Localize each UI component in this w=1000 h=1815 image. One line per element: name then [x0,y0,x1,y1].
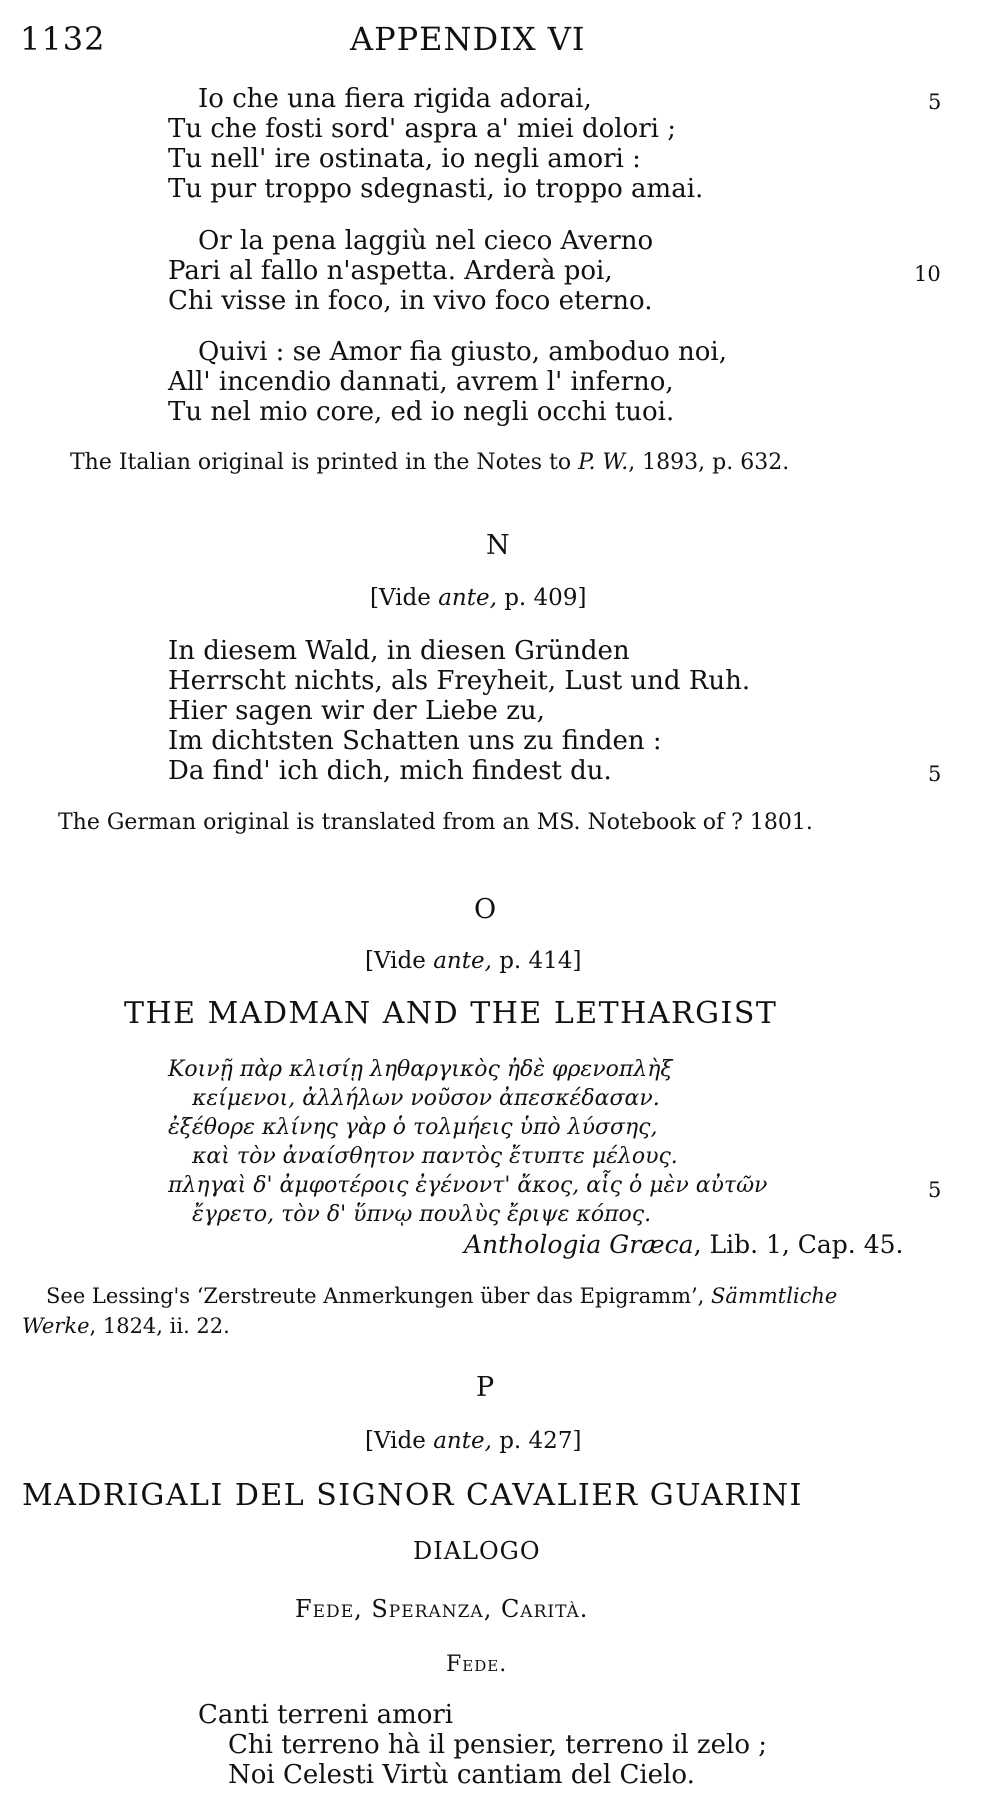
madrigali-title: MADRIGALI DEL SIGNOR CAVALIER GUARINI [22,1478,803,1513]
greek-line: καὶ τὸν ἀναίσθητον παντὸς ἔτυπτε μέλους. [192,1144,678,1169]
greek-line: ἐξέθορε κλίνης γὰρ ὁ τολμήεις ὑπὸ λύσσης, [168,1115,658,1140]
verse-line: Noi Celesti Virtù cantiam del Cielo. [228,1760,695,1790]
greek-line: κείμενοι, ἀλλήλων νοῦσον ἀπεσκέδασαν. [192,1086,660,1111]
italian-original-note: The Italian original is printed in the Notes to P. W., 1893, p. 632. [70,450,790,475]
verse-line: Or la pena laggiù nel cieco Averno [198,226,654,256]
verse-line: Hier sagen wir der Liebe zu, [168,696,545,726]
verse-line: Io che una fiera rigida adorai, [198,84,592,114]
verse-line: Pari al fallo n'aspetta. Arderà poi, [168,256,613,286]
page-number: 1132 [20,20,106,58]
speaker-heading: Fede. [446,1652,508,1677]
section-letter-o: O [474,894,497,925]
greek-line: πληγαὶ δ' ἀμφοτέροις ἐγένοντ' ἄκος, αἷς ὁ μὲν αὐτῶν [168,1173,768,1198]
verse-line: Quivi : se Amor fia giusto, amboduo noi, [198,337,727,367]
verse-line: Chi terreno hà il pensier, terreno il zelo ; [228,1730,768,1760]
verse-line: In diesem Wald, in diesen Gründen [168,636,630,666]
lessing-note: See Lessing's ‘Zerstreute Anmerkungen über das Epigramm’, Sämmtliche [46,1284,838,1308]
verse-line: Da find' ich dich, mich findest du. [168,756,612,786]
verse-line: Tu pur troppo sdegnasti, io troppo amai. [168,174,704,204]
greek-line: Κοινῇ πὰρ κλισίῃ ληθαργικὸς ἠδὲ φρενοπλὴξ [168,1057,673,1082]
line-number: 10 [914,262,941,286]
line-number: 5 [928,1178,942,1202]
verse-line: Canti terreni amori [198,1700,454,1730]
verse-line: Herrscht nichts, als Freyheit, Lust und Ruh. [168,666,751,696]
verse-line: Tu nel mio core, ed io negli occhi tuoi. [168,397,675,427]
greek-source: Anthologia Græca, Lib. 1, Cap. 45. [464,1230,904,1259]
verse-line: Tu che fosti sord' aspra a' miei dolori ; [168,114,677,144]
lessing-note-continued: Werke, 1824, ii. 22. [22,1314,230,1338]
verse-line: Im dichtsten Schatten uns zu finden : [168,726,662,756]
german-original-note: The German original is translated from an MS. Notebook of ? 1801. [58,810,813,835]
section-letter-n: N [486,530,510,561]
greek-line: ἔγρετο, τὸν δ' ὕπνῳ πουλὺς ἔριψε κόπος. [192,1202,652,1227]
verse-line: Tu nell' ire ostinata, io negli amori : [168,144,641,174]
poem-title: THE MADMAN AND THE LETHARGIST [124,996,778,1031]
vide-reference: [Vide ante, p. 409] [370,585,587,611]
persons-heading: Fede, Speranza, Carità. [295,1595,589,1623]
vide-reference: [Vide ante, p. 427] [365,1428,582,1454]
dialogo-heading: DIALOGO [413,1537,541,1565]
verse-line: Chi visse in foco, in vivo foco eterno. [168,286,653,316]
vide-reference: [Vide ante, p. 414] [365,948,582,974]
running-title: APPENDIX VI [350,20,586,58]
section-letter-p: P [476,1372,495,1403]
line-number: 5 [928,762,942,786]
verse-line: All' incendio dannati, avrem l' inferno, [168,367,674,397]
line-number: 5 [928,90,942,114]
